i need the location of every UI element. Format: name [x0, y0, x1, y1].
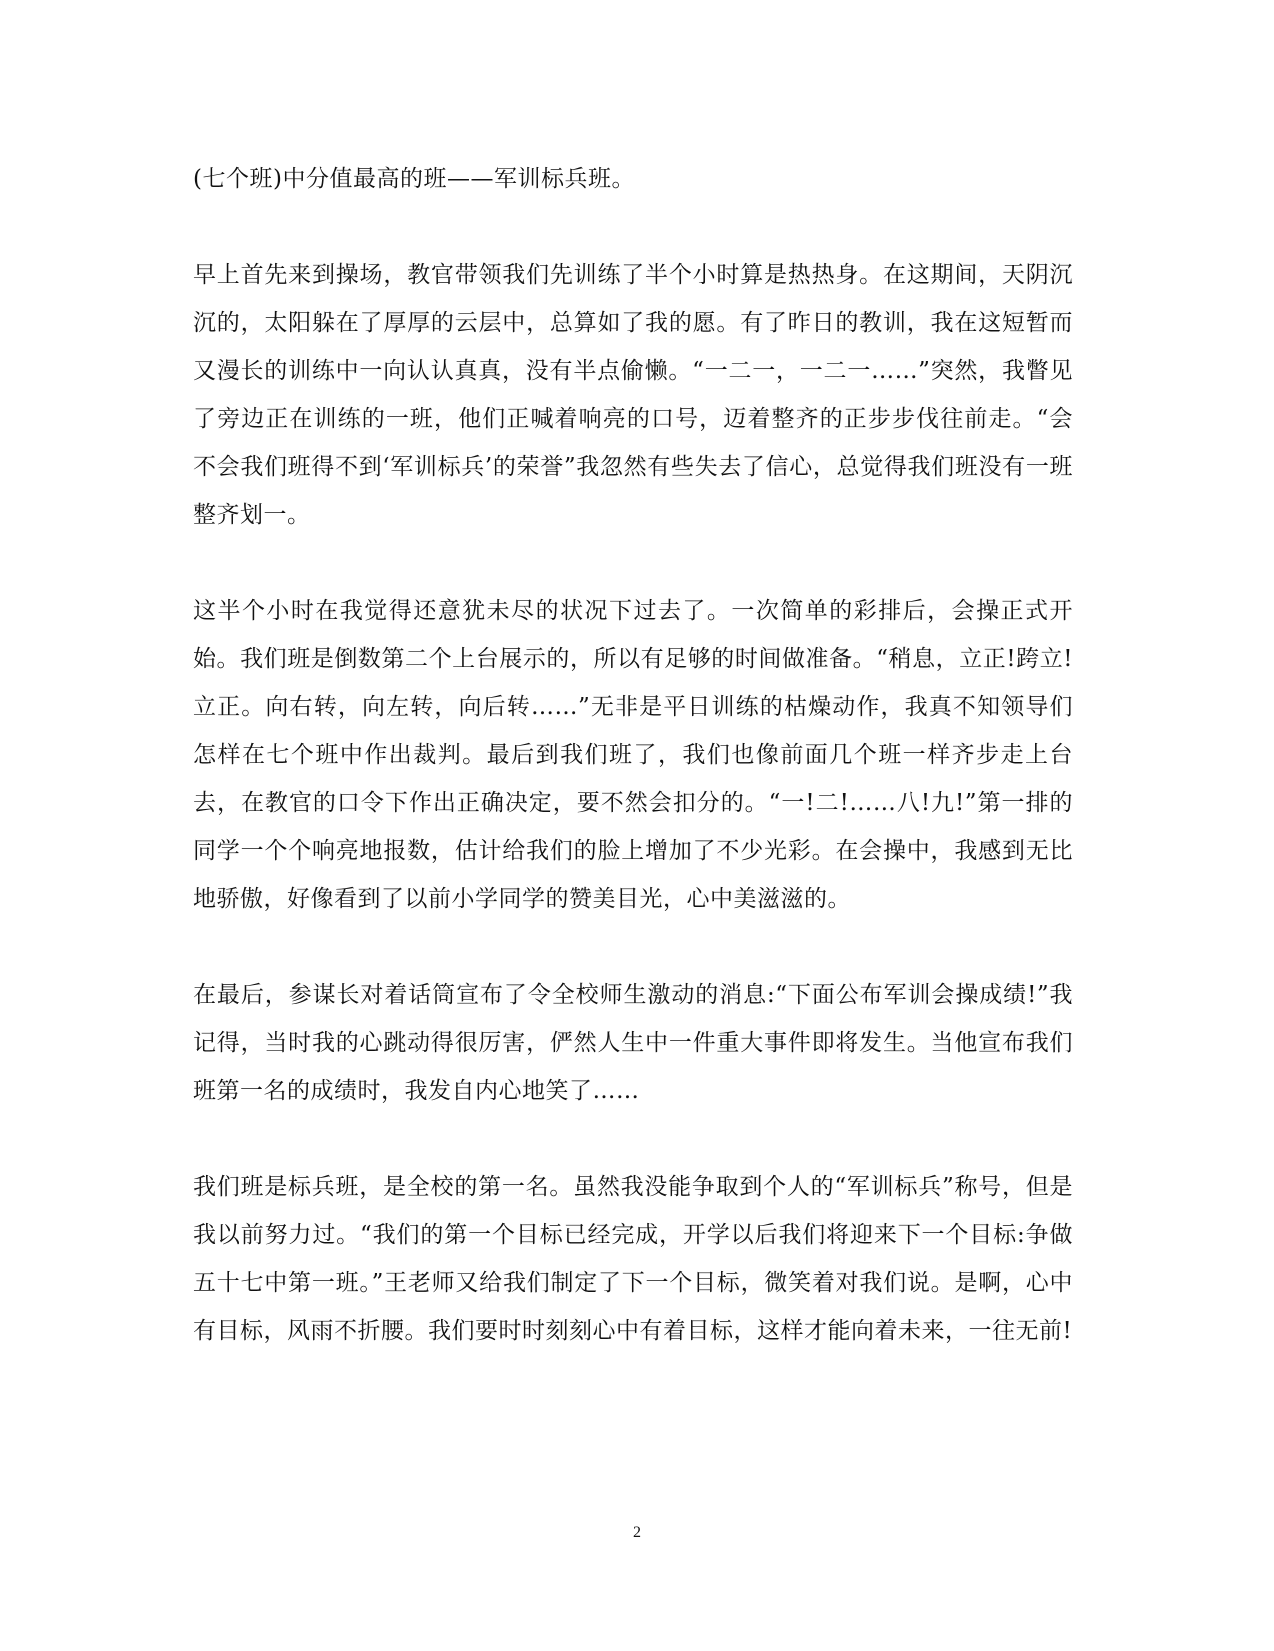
- paragraph-3: 这半个小时在我觉得还意犹未尽的状况下过去了。一次简单的彩排后，会操正式开始。我们班是倒数第二个上台展示的，所以有足够的时间做准备。“稍息，立正!跨立!立正。向右转，向左转，向后转……”无非是平日训练的枯燥动作，我真不知领导们怎样在七个班中作出裁判。最后到我们班了，我们也像前面几个班一样齐步走上台去，在教官的口令下作出正确决定，要不然会扣分的。“一!二!……八!九!”第一排的同学一个个响亮地报数，估计给我们的脸上增加了不少光彩。在会操中，我感到无比地骄傲，好像看到了以前小学同学的赞美目光，心中美滋滋的。: [193, 598, 1073, 912]
- paragraph-2: 早上首先来到操场，教官带领我们先训练了半个小时算是热热身。在这期间，天阴沉沉的，太阳躲在了厚厚的云层中，总算如了我的愿。有了昨日的教训，我在这短暂而又漫长的训练中一向认认真真，没有半点偷懒。“一二一，一二一……”突然，我瞥见了旁边正在训练的一班，他们正喊着响亮的口号，迈着整齐的正步步伐往前走。“会不会我们班得不到‘军训标兵’的荣誉”我忽然有些失去了信心，总觉得我们班没有一班整齐划一。: [193, 262, 1073, 528]
- paragraph-4: 在最后，参谋长对着话筒宣布了令全校师生激动的消息:“下面公布军训会操成绩!”我记得，当时我的心跳动得很厉害，俨然人生中一件重大事件即将发生。当他宣布我们班第一名的成绩时，我发自内心地笑了……: [193, 982, 1073, 1104]
- paragraph-1: (七个班)中分值最高的班——军训标兵班。: [193, 166, 635, 192]
- document-body: [193, 155, 1073, 1403]
- paragraph-5: 我们班是标兵班，是全校的第一名。虽然我没能争取到个人的“军训标兵”称号，但是我以前努力过。“我们的第一个目标已经完成，开学以后我们将迎来下一个目标:争做五十七中第一班。”王老师又给我们制定了下一个目标，微笑着对我们说。是啊，心中有目标，风雨不折腰。我们要时时刻刻心中有着目标，这样才能向着未来，一往无前!: [193, 1174, 1073, 1344]
- page-number: 2: [633, 1524, 641, 1541]
